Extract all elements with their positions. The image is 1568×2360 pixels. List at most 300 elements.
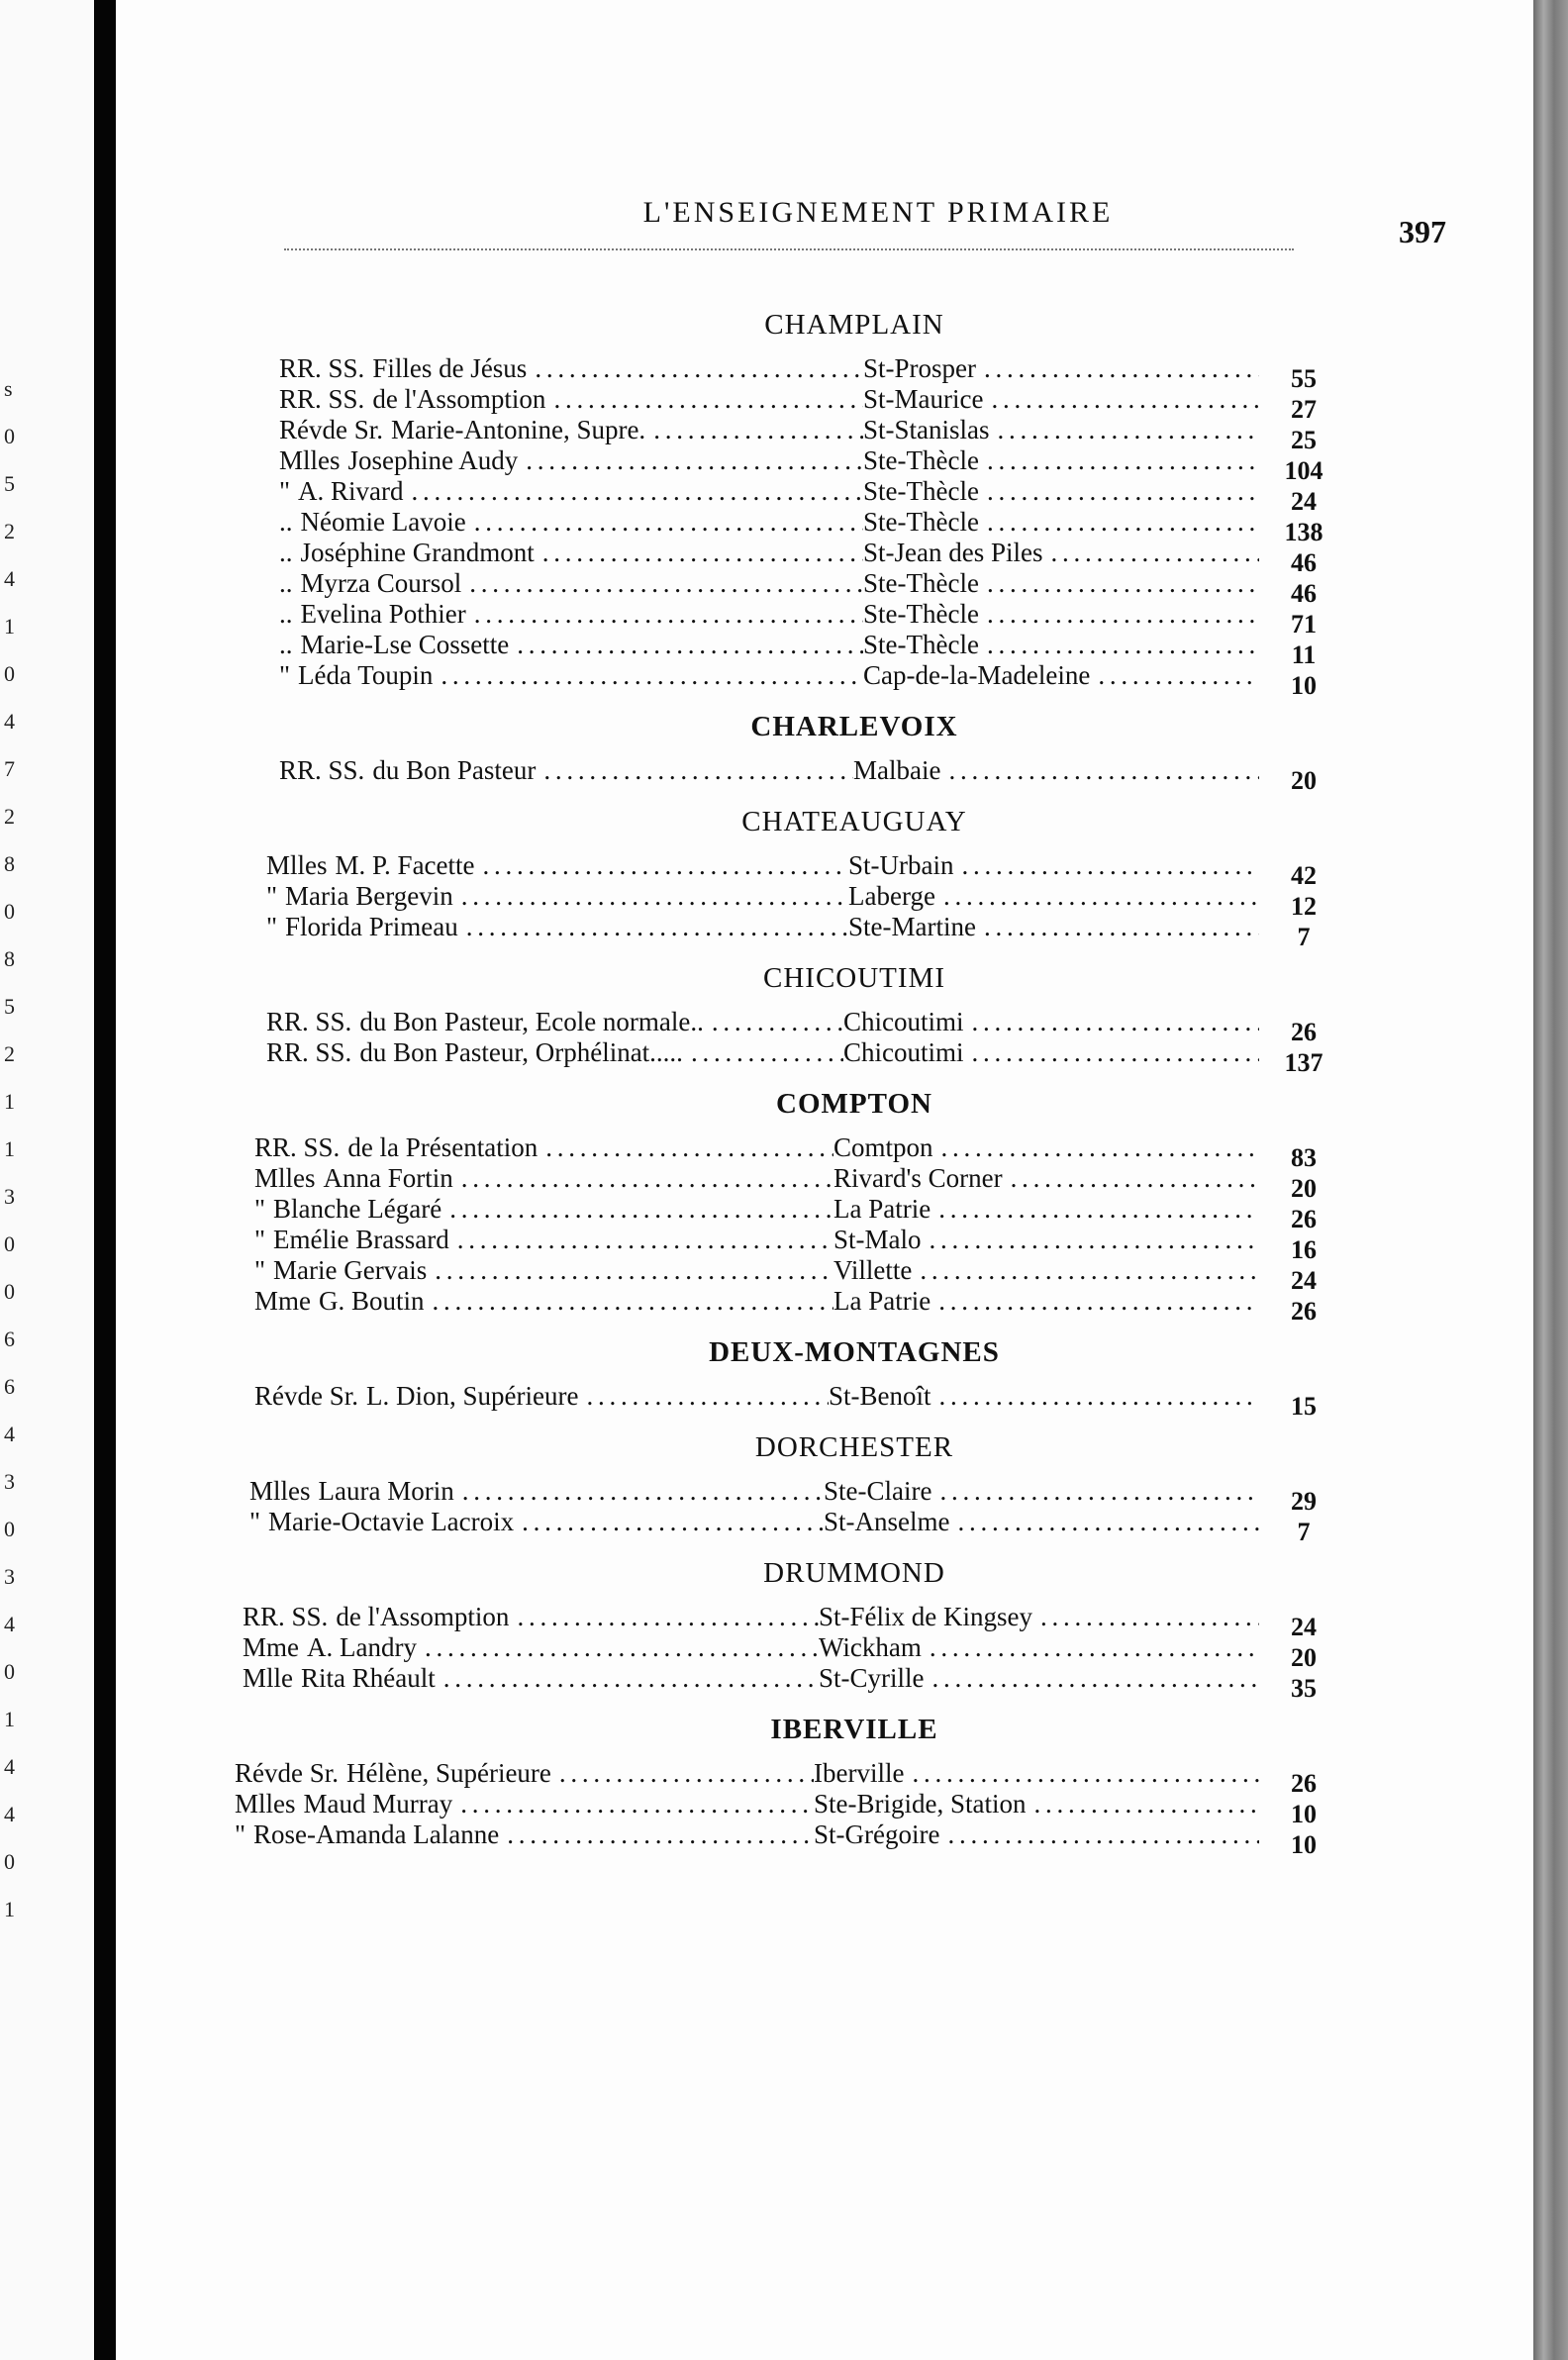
entry-name: Emélie Brassard	[273, 1225, 449, 1254]
entry-row	[116, 1037, 1533, 1077]
entry-place	[814, 1758, 1259, 1789]
entry-row	[116, 1602, 1533, 1641]
entry-place-text: St-Stanislas	[863, 415, 990, 444]
entry-place	[863, 568, 1259, 599]
section-title: DRUMMOND	[763, 1557, 945, 1589]
directory-listing	[116, 309, 1533, 1870]
entry-name: Maud Murray	[303, 1789, 453, 1819]
entry-row	[116, 353, 1533, 393]
dot-leader	[1033, 1789, 1259, 1819]
dot-leader	[998, 415, 1259, 445]
dot-leader	[457, 1225, 833, 1255]
dot-leader	[507, 1819, 814, 1850]
entry-count: 26	[1291, 1297, 1317, 1326]
entry-name: Josephine Audy	[347, 445, 519, 475]
entry-count: 7	[1297, 923, 1311, 951]
facing-page-edge	[0, 0, 94, 2360]
entry-place-text: St-Maurice	[863, 384, 984, 414]
entry-prefix: "	[254, 1225, 266, 1254]
entry-person	[266, 1037, 843, 1068]
dot-leader	[948, 755, 1259, 786]
margin-fragment: 1	[4, 1089, 15, 1114]
entry-place-text: Laberge	[848, 881, 935, 911]
entry-row	[116, 1132, 1533, 1172]
entry-count: 26	[1291, 1205, 1317, 1233]
entry-prefix: "	[254, 1255, 266, 1285]
entry-row	[116, 1789, 1533, 1828]
margin-fragment: 4	[4, 566, 15, 591]
margin-fragment: 6	[4, 1374, 15, 1399]
entry-place	[814, 1789, 1259, 1819]
entry-name: Maria Bergevin	[285, 881, 453, 911]
book-gutter	[94, 0, 116, 2360]
entry-person	[279, 538, 863, 568]
entry-name: Joséphine Grandmont	[300, 538, 535, 567]
entry-name: du Bon Pasteur, Ecole normale..	[359, 1007, 704, 1036]
section-dorchester	[116, 1431, 1533, 1557]
margin-fragment: 8	[4, 946, 15, 971]
entry-place-text: St-Anselme	[824, 1507, 950, 1536]
section-deux-montagnes	[116, 1336, 1533, 1431]
section-compton	[116, 1088, 1533, 1336]
entry-place-text: Wickham	[819, 1632, 922, 1662]
entry-place	[833, 1255, 1259, 1286]
entry-count: 26	[1291, 1018, 1317, 1046]
entry-name: Florida Primeau	[285, 912, 458, 941]
entry-place-text: Cap-de-la-Madeleine	[863, 660, 1091, 690]
dot-leader	[912, 1758, 1259, 1789]
dot-leader	[653, 415, 863, 445]
entry-name: de l'Assomption	[336, 1602, 510, 1631]
entry-place-text: St-Félix de Kingsey	[819, 1602, 1032, 1631]
dot-leader	[930, 1632, 1259, 1663]
entry-place-text: St-Malo	[833, 1225, 922, 1254]
entry-place-text: St-Prosper	[863, 353, 976, 383]
section-title: CHATEAUGUAY	[741, 806, 967, 837]
entry-name: Blanche Légaré	[273, 1194, 442, 1224]
entry-count: 10	[1291, 671, 1317, 700]
entry-place-text: Ste-Martine	[848, 912, 976, 941]
dot-leader	[987, 599, 1259, 630]
entry-prefix: "	[266, 912, 278, 941]
margin-fragment: 0	[4, 1231, 15, 1256]
dot-leader	[522, 1507, 824, 1537]
entry-place	[819, 1663, 1259, 1694]
entry-place-text: Ste-Thècle	[863, 568, 979, 598]
margin-fragment: 5	[4, 994, 15, 1019]
entry-prefix: "	[279, 660, 291, 690]
entry-row	[116, 1194, 1533, 1233]
entry-row	[116, 755, 1533, 795]
entry-prefix: Révde Sr.	[254, 1381, 358, 1411]
entry-person	[266, 912, 848, 942]
dot-leader	[947, 1819, 1259, 1850]
section-title: CHAMPLAIN	[764, 309, 944, 341]
entry-row	[116, 415, 1533, 454]
dot-leader	[984, 912, 1259, 942]
entry-name: Néomie Lavoie	[300, 507, 466, 537]
margin-fragment: 2	[4, 519, 15, 543]
entry-place	[863, 599, 1259, 630]
entry-place-text: St-Grégoire	[814, 1819, 940, 1849]
dot-leader	[972, 1007, 1260, 1037]
entry-prefix: RR. SS.	[279, 755, 365, 785]
dot-leader	[939, 1476, 1259, 1507]
entry-person	[254, 1163, 833, 1194]
entry-row	[116, 1476, 1533, 1516]
dot-leader	[987, 630, 1259, 660]
entry-place-text: Rivard's Corner	[833, 1163, 1003, 1193]
entry-row	[116, 599, 1533, 639]
entry-name: Laura Morin	[318, 1476, 454, 1506]
entry-person	[254, 1225, 833, 1255]
entry-count: 20	[1291, 766, 1317, 795]
entry-name: Léda Toupin	[298, 660, 434, 690]
entry-prefix: Mlles	[249, 1476, 311, 1506]
dot-leader	[991, 384, 1259, 415]
entry-count: 20	[1291, 1174, 1317, 1203]
section-title: DEUX-MONTAGNES	[709, 1336, 1000, 1368]
section-iberville	[116, 1714, 1533, 1870]
dot-leader	[526, 445, 863, 476]
entry-row	[116, 445, 1533, 485]
header-rule	[284, 248, 1294, 250]
entry-count: 24	[1291, 1266, 1317, 1295]
entry-person	[279, 660, 863, 691]
entry-count: 46	[1291, 548, 1317, 577]
entry-person	[279, 599, 863, 630]
entry-count: 10	[1291, 1800, 1317, 1828]
entry-place	[833, 1225, 1259, 1255]
entry-place	[863, 384, 1259, 415]
entry-person	[279, 415, 863, 445]
entry-place-text: Malbaie	[853, 755, 941, 785]
entry-person	[279, 755, 853, 786]
entry-place-text: St-Jean des Piles	[863, 538, 1043, 567]
entry-place	[863, 538, 1259, 568]
entry-count: 12	[1291, 892, 1317, 921]
entry-row	[116, 1286, 1533, 1326]
section-title: COMPTON	[776, 1088, 932, 1120]
entry-row	[116, 538, 1533, 577]
margin-fragment: 0	[4, 1279, 15, 1304]
dot-leader	[939, 1381, 1259, 1412]
entry-place-text: Ste-Brigide, Station	[814, 1789, 1027, 1819]
dot-leader	[443, 1663, 819, 1694]
dot-leader	[412, 476, 863, 507]
entry-name: A. Landry	[307, 1632, 417, 1662]
running-title: L'ENSEIGNEMENT PRIMAIRE	[642, 196, 1114, 229]
entry-name: M. P. Facette	[335, 850, 475, 880]
margin-fragment: 4	[4, 709, 15, 734]
dot-leader	[987, 445, 1259, 476]
entry-prefix: Mlles	[266, 850, 328, 880]
dot-leader	[474, 599, 863, 630]
margin-fragment: 2	[4, 804, 15, 829]
entry-count: 71	[1291, 610, 1317, 639]
dot-leader	[433, 1286, 833, 1317]
entry-place	[863, 415, 1259, 445]
margin-fragment: 1	[4, 1897, 15, 1921]
entry-row	[116, 881, 1533, 921]
margin-fragment: 3	[4, 1469, 15, 1494]
entry-place-text: St-Benoît	[829, 1381, 931, 1411]
margin-fragment: 4	[4, 1612, 15, 1636]
entry-prefix: RR. SS.	[254, 1132, 341, 1162]
entry-person	[235, 1789, 814, 1819]
entry-row	[116, 507, 1533, 546]
dot-leader	[943, 881, 1259, 912]
entry-count: 24	[1291, 1613, 1317, 1641]
dot-leader	[691, 1037, 843, 1068]
margin-fragment: 0	[4, 1517, 15, 1541]
entry-place	[824, 1476, 1259, 1507]
entry-prefix: Mme	[254, 1286, 311, 1316]
entry-place	[819, 1602, 1259, 1632]
dot-leader	[483, 850, 848, 881]
entry-name: Marie-Octavie Lacroix	[268, 1507, 515, 1536]
dot-leader	[517, 630, 863, 660]
entry-person	[266, 850, 848, 881]
dot-leader	[553, 384, 863, 415]
margin-fragment: 0	[4, 661, 15, 686]
entry-place	[863, 507, 1259, 538]
entry-person	[254, 1286, 833, 1317]
entry-place-text: Ste-Claire	[824, 1476, 932, 1506]
entry-count: 29	[1291, 1487, 1317, 1516]
margin-fragment: 3	[4, 1564, 15, 1589]
entry-place	[833, 1132, 1259, 1163]
margin-fragment: 5	[4, 471, 15, 496]
entry-count: 11	[1291, 640, 1317, 669]
dot-leader	[712, 1007, 843, 1037]
entry-prefix: Mme	[243, 1632, 299, 1662]
dot-leader	[461, 881, 848, 912]
entry-row	[116, 1632, 1533, 1672]
dot-leader	[1098, 660, 1259, 691]
book-page	[116, 0, 1533, 2360]
entry-person	[266, 881, 848, 912]
entry-place	[863, 630, 1259, 660]
entry-person	[279, 507, 863, 538]
dot-leader	[586, 1381, 829, 1412]
entry-place-text: La Patrie	[833, 1286, 931, 1316]
entry-person	[243, 1632, 819, 1663]
entry-prefix: Mlles	[254, 1163, 316, 1193]
margin-fragment: 4	[4, 1754, 15, 1779]
entry-count: 25	[1291, 426, 1317, 454]
dot-leader	[984, 353, 1259, 384]
entry-person	[279, 630, 863, 660]
entry-prefix: "	[279, 476, 291, 506]
entry-count: 16	[1291, 1235, 1317, 1264]
margin-fragment: 0	[4, 1849, 15, 1874]
margin-fragment: 0	[4, 899, 15, 924]
dot-leader	[1011, 1163, 1259, 1194]
entry-prefix: RR. SS.	[266, 1037, 352, 1067]
entry-person	[235, 1758, 814, 1789]
entry-count: 26	[1291, 1769, 1317, 1798]
entry-person	[249, 1476, 824, 1507]
section-charlevoix	[116, 711, 1533, 806]
section-champlain	[116, 309, 1533, 711]
entry-row	[116, 1663, 1533, 1703]
entry-person	[279, 568, 863, 599]
entry-name: Rita Rhéault	[301, 1663, 436, 1693]
entry-prefix: ..	[279, 599, 293, 629]
entry-prefix: Révde Sr.	[279, 415, 383, 444]
dot-leader	[932, 1663, 1260, 1694]
entry-place-text: Ste-Thècle	[863, 445, 979, 475]
entry-prefix: Mlles	[279, 445, 341, 475]
entry-name: de l'Assomption	[372, 384, 546, 414]
entry-prefix: Révde Sr.	[235, 1758, 339, 1788]
entry-prefix: "	[249, 1507, 261, 1536]
section-title: CHARLEVOIX	[750, 711, 958, 742]
entry-person	[279, 445, 863, 476]
entry-person	[243, 1663, 819, 1694]
entry-count: 10	[1291, 1830, 1317, 1859]
entry-prefix: ..	[279, 630, 293, 659]
entry-name: de la Présentation	[347, 1132, 539, 1162]
entry-place-text: Ste-Thècle	[863, 476, 979, 506]
entry-row	[116, 1007, 1533, 1046]
entry-prefix: ..	[279, 538, 293, 567]
entry-prefix: Mlle	[243, 1663, 293, 1693]
entry-name: Marie-Lse Cossette	[300, 630, 510, 659]
dot-leader	[449, 1194, 833, 1225]
entry-name: Evelina Pothier	[300, 599, 466, 629]
entry-place-text: Comtpon	[833, 1132, 933, 1162]
section-chicoutimi	[116, 962, 1533, 1088]
entry-prefix: RR. SS.	[279, 384, 365, 414]
entry-name: A. Rivard	[298, 476, 404, 506]
dot-leader	[462, 1476, 824, 1507]
entry-prefix: "	[254, 1194, 266, 1224]
dot-leader	[517, 1602, 819, 1632]
entry-place-text: Iberville	[814, 1758, 905, 1788]
entry-place-text: St-Cyrille	[819, 1663, 925, 1693]
entry-row	[116, 630, 1533, 669]
dot-leader	[938, 1194, 1259, 1225]
entry-place	[824, 1507, 1259, 1537]
entry-place-text: St-Urbain	[848, 850, 954, 880]
entry-name: Hélène, Supérieure	[346, 1758, 551, 1788]
entry-prefix: Mlles	[235, 1789, 296, 1819]
margin-fragment: 1	[4, 1136, 15, 1161]
entry-person	[266, 1007, 843, 1037]
dot-leader	[1051, 538, 1260, 568]
dot-leader	[535, 353, 863, 384]
margin-fragment: 0	[4, 1659, 15, 1684]
margin-fragment: 1	[4, 1707, 15, 1731]
entry-name: Marie-Antonine, Supre.	[391, 415, 646, 444]
entry-name: Marie Gervais	[273, 1255, 428, 1285]
entry-place	[863, 660, 1259, 691]
entry-place	[853, 755, 1259, 786]
entry-count: 42	[1291, 861, 1317, 890]
entry-row	[116, 1381, 1533, 1421]
margin-fragment: 4	[4, 1422, 15, 1446]
entry-place	[843, 1037, 1259, 1068]
entry-place	[829, 1381, 1259, 1412]
entry-prefix: RR. SS.	[279, 353, 365, 383]
entry-row	[116, 1163, 1533, 1203]
entry-prefix: "	[235, 1819, 246, 1849]
dot-leader	[958, 1507, 1260, 1537]
entry-count: 35	[1291, 1674, 1317, 1703]
margin-fragment: s	[4, 376, 13, 401]
dot-leader	[987, 476, 1259, 507]
entry-count: 20	[1291, 1643, 1317, 1672]
section-drummond	[116, 1557, 1533, 1714]
dot-leader	[545, 1132, 833, 1163]
entry-name: Filles de Jésus	[372, 353, 528, 383]
entry-place-text: Villette	[833, 1255, 913, 1285]
entry-count: 27	[1291, 395, 1317, 424]
entry-person	[243, 1602, 819, 1632]
margin-fragment: 8	[4, 851, 15, 876]
entry-prefix: "	[266, 881, 278, 911]
margin-fragment: 6	[4, 1327, 15, 1351]
entry-place	[863, 353, 1259, 384]
entry-person	[254, 1381, 829, 1412]
entry-person	[254, 1132, 833, 1163]
entry-row	[116, 1758, 1533, 1798]
entry-person	[279, 476, 863, 507]
entry-place	[819, 1632, 1259, 1663]
entry-place	[833, 1194, 1259, 1225]
margin-fragment: 2	[4, 1041, 15, 1066]
dot-leader	[1040, 1602, 1259, 1632]
dot-leader	[559, 1758, 814, 1789]
entry-name: Anna Fortin	[323, 1163, 453, 1193]
dot-leader	[425, 1632, 819, 1663]
entry-name: Rose-Amanda Lalanne	[253, 1819, 500, 1849]
dot-leader	[987, 568, 1259, 599]
section-title: DORCHESTER	[754, 1431, 954, 1463]
section-chateauguay	[116, 806, 1533, 962]
entry-place	[848, 912, 1259, 942]
dot-leader	[941, 1132, 1259, 1163]
entry-person	[279, 353, 863, 384]
entry-count: 104	[1284, 456, 1323, 485]
dot-leader	[938, 1286, 1259, 1317]
entry-place	[833, 1163, 1259, 1194]
entry-place	[848, 881, 1259, 912]
entry-prefix: RR. SS.	[243, 1602, 329, 1631]
entry-place	[863, 445, 1259, 476]
dot-leader	[920, 1255, 1259, 1286]
entry-count: 7	[1297, 1518, 1311, 1546]
dot-leader	[474, 507, 863, 538]
margin-fragment: 1	[4, 614, 15, 639]
entry-prefix: RR. SS.	[266, 1007, 352, 1036]
margin-fragment: 4	[4, 1802, 15, 1826]
entry-count: 24	[1291, 487, 1317, 516]
entry-name: du Bon Pasteur, Orphélinat.....	[359, 1037, 683, 1067]
entry-row	[116, 912, 1533, 951]
entry-row	[116, 1255, 1533, 1295]
dot-leader	[972, 1037, 1260, 1068]
entry-row	[116, 850, 1533, 890]
entry-count: 137	[1284, 1048, 1323, 1077]
entry-name: L. Dion, Supérieure	[366, 1381, 579, 1411]
dot-leader	[460, 1789, 814, 1819]
page-stack-edge	[1533, 0, 1568, 2360]
entry-place-text: La Patrie	[833, 1194, 931, 1224]
entry-place	[814, 1819, 1259, 1850]
